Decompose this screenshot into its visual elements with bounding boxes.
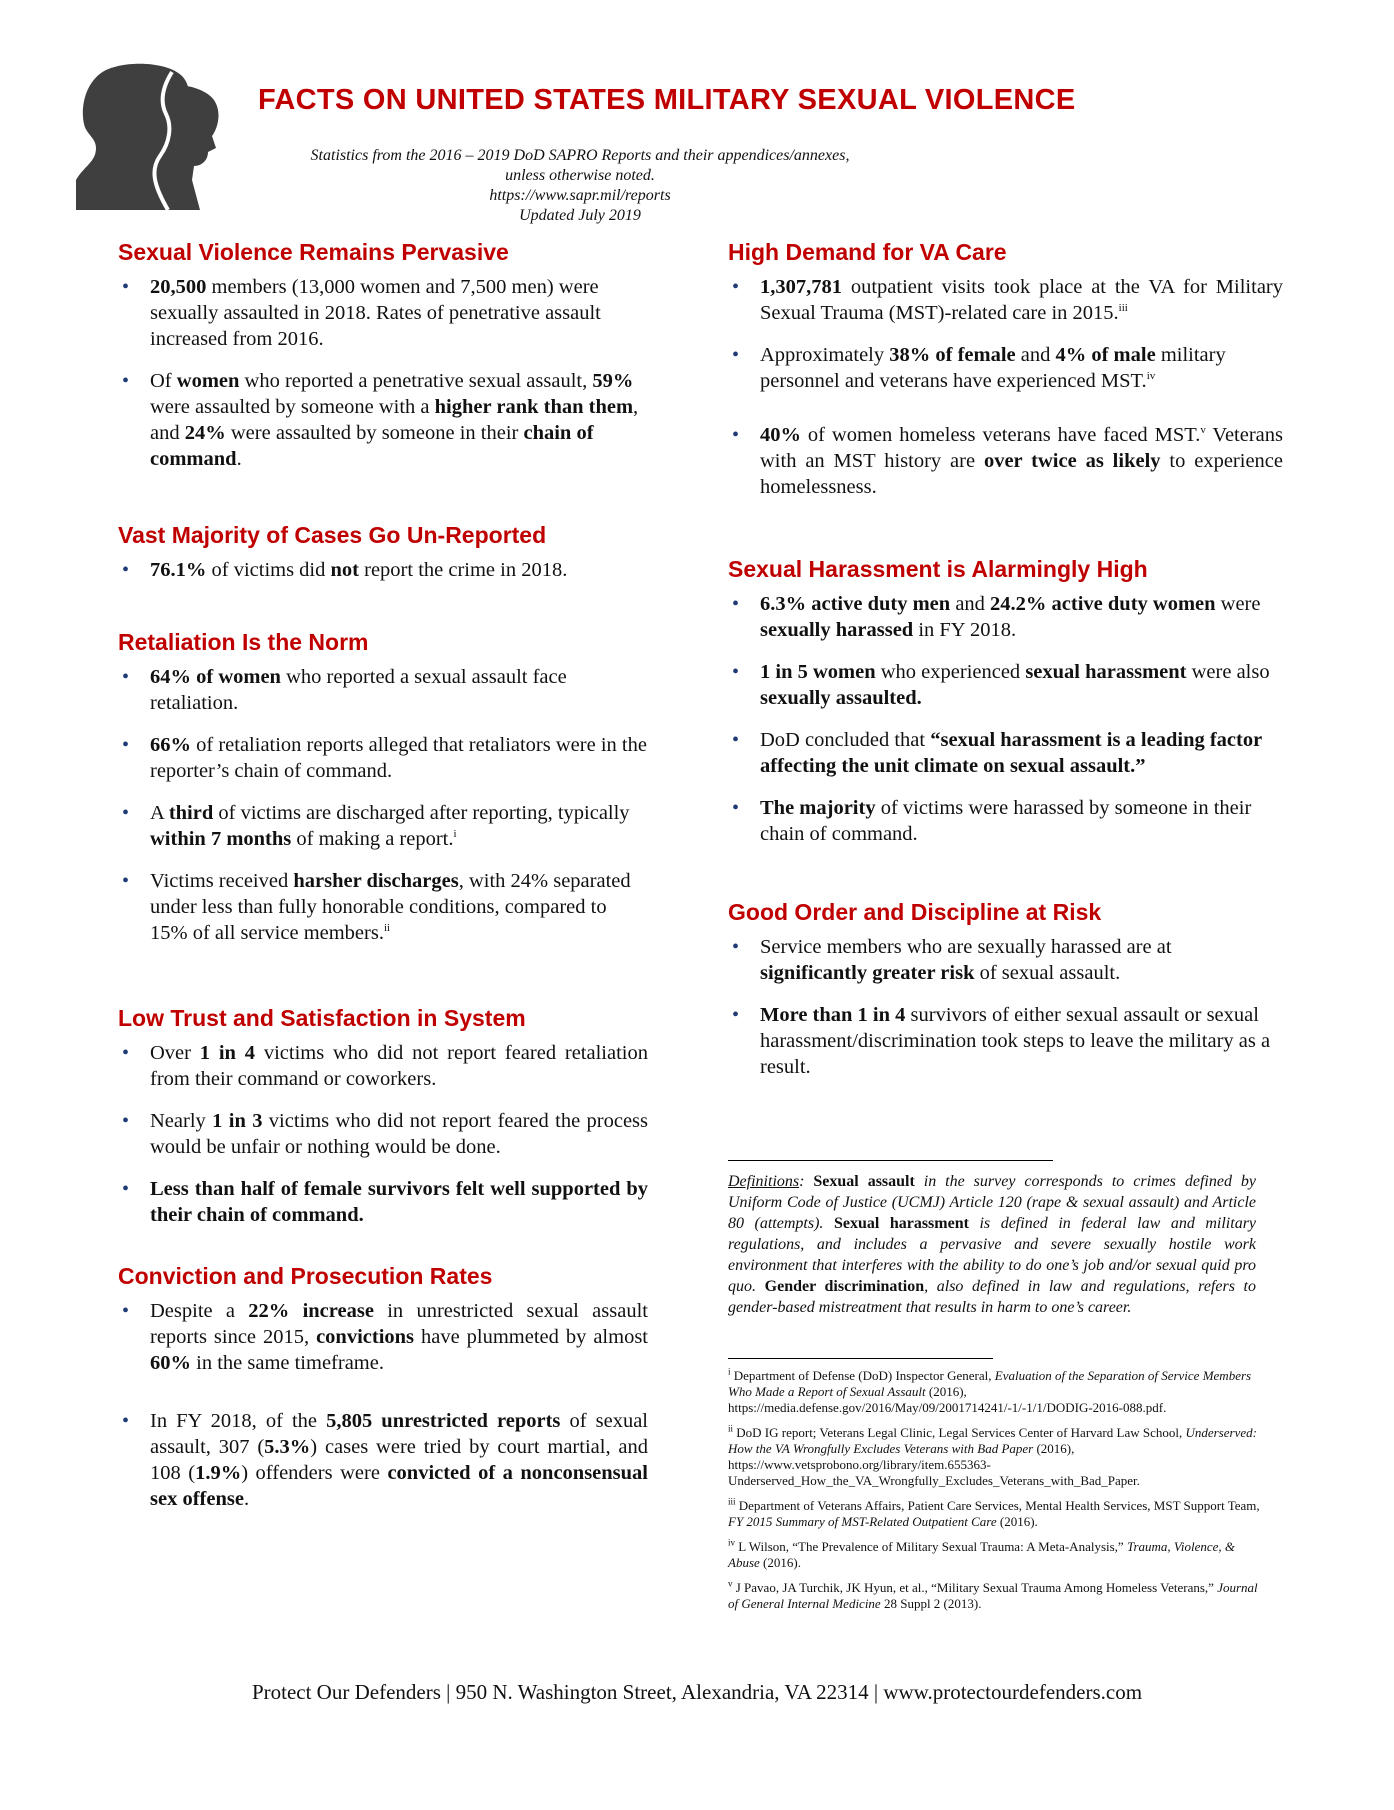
list-item: • 66% of retaliation reports alleged that retaliators were in the reporter’s chain of command. — [118, 732, 648, 784]
definitions-rule — [728, 1160, 1053, 1161]
section-heading: Retaliation Is the Norm — [118, 629, 369, 655]
section-heading: Sexual Harassment is Alarmingly High — [728, 556, 1148, 582]
section-conviction-rates — [118, 1262, 648, 1512]
list-item: • 64% of women who reported a sexual assault face retaliation. — [118, 664, 648, 716]
list-item: • Over 1 in 4 victims who did not report feared retaliation from their command or coworkers. — [118, 1040, 648, 1092]
list-item: • Despite a 22% increase in unrestricted sexual assault reports since 2015, convictions have plummeted by almost 60% in the same timeframe. — [118, 1298, 648, 1376]
list-item: • Victims received harsher discharges, with 24% separated under less than fully honorable conditions, compared to 15% of all service members.$^{ii}$ — [118, 868, 648, 946]
list-item: • In FY 2018, of the 5,805 unrestricted reports of sexual assault, 307 (5.3%) cases were tried by court martial, and 108 (1.9%) offenders were convicted of a nonconsensual sex offense. — [118, 1408, 648, 1512]
footnotes-rule — [728, 1358, 993, 1359]
list-item: • Nearly 1 in 3 victims who did not report feared the process would be unfair or nothing would be done. — [118, 1108, 648, 1160]
section-unreported — [118, 521, 648, 583]
subtitle-url[interactable]: https://www.sapr.mil/reports — [489, 187, 671, 204]
list-item: • 1 in 5 women who experienced sexual harassment were also sexually assaulted. — [728, 659, 1283, 711]
list-item: • 20,500 members (13,000 women and 7,500 men) were sexually assaulted in 2018. Rates of penetrative assault increased from 2016. — [118, 274, 648, 352]
section-low-trust — [118, 1004, 648, 1228]
page-title: FACTS ON UNITED STATES MILITARY SEXUAL VIOLENCE — [258, 84, 1076, 116]
subtitle-block — [300, 146, 860, 226]
list-item: • 40% of women homeless veterans have faced MST.$^v$ Veterans with an MST history are over twice as likely to experience homelessness. — [728, 422, 1283, 500]
subtitle-updated: Updated July 2019 — [519, 207, 641, 224]
list-item: • A third of victims are discharged after reporting, typically within 7 months of making a report.$^i$ — [118, 800, 648, 852]
list-item: • The majority of victims were harassed by someone in their chain of command. — [728, 795, 1283, 847]
page-footer: Protect Our Defenders | 950 N. Washington Street, Alexandria, VA 22314 | www.protectourdefenders.com — [251, 1680, 1143, 1704]
section-heading: Vast Majority of Cases Go Un-Reported — [118, 522, 547, 548]
section-harassment — [728, 555, 1283, 847]
list-item: • Of women who reported a penetrative sexual assault, 59% were assaulted by someone with a higher rank than them, and 24% were assaulted by someone in their chain of command. — [118, 368, 648, 472]
section-good-order — [728, 898, 1283, 1080]
list-item: • DoD concluded that “sexual harassment is a leading factor affecting the unit climate on sexual assault.” — [728, 727, 1283, 779]
section-heading: High Demand for VA Care — [728, 239, 1007, 265]
list-item: • 6.3% active duty men and 24.2% active duty women were sexually harassed in FY 2018. — [728, 591, 1283, 643]
section-heading: Low Trust and Satisfaction in System — [118, 1005, 526, 1031]
footnotes — [728, 1368, 1268, 1621]
section-retaliation — [118, 628, 648, 946]
section-heading: Sexual Violence Remains Pervasive — [118, 239, 509, 265]
subtitle-source: Statistics from the 2016 – 2019 DoD SAPRO Reports and their appendices/annexes, unless otherwise noted. — [310, 147, 850, 184]
footnote: $^v$ J Pavao, JA Turchik, JK Hyun, et al., “Military Sexual Trauma Among Homeless Veterans,” Journal of General Internal Medicine 28 Suppl 2 (2013). — [728, 1578, 1258, 1611]
list-item: • Approximately 38% of female and 4% of male military personnel and veterans have experienced MST.$^{iv}$ — [728, 342, 1283, 394]
section-heading: Good Order and Discipline at Risk — [728, 899, 1102, 925]
list-item: • Service members who are sexually harassed are at significantly greater risk of sexual assault. — [728, 934, 1283, 986]
footnote: $^{iv}$ L Wilson, “The Prevalence of Military Sexual Trauma: A Meta-Analysis,” Trauma, Violence, & Abuse (2016). — [728, 1537, 1236, 1570]
list-item: • 76.1% of victims did not report the crime in 2018. — [118, 557, 648, 583]
footnote: $^i$ Department of Defense (DoD) Inspector General, Evaluation of the Separation of Service Members Who Made a Report of Sexual Assault (2016), https://media.defense.gov/2016/May/09/2001714241/-1/-1/1/DODIG-2016-088.pdf. — [728, 1366, 1252, 1415]
footnote: $^{ii}$ DoD IG report; Veterans Legal Clinic, Legal Services Center of Harvard Law School, Underserved: How the VA Wrongfully Excludes Veterans with Bad Paper (2016), https://www.vetsprobono.org/library/item.655363-Underserved_How_the_VA_Wrongfully_Excludes_Veterans_with_Bad_Paper. — [728, 1423, 1257, 1488]
list-item: • 1,307,781 outpatient visits took place at the VA for Military Sexual Trauma (MST)-related care in 2015.$^{iii}$ — [728, 274, 1283, 326]
footnote: $^{iii}$ Department of Veterans Affairs, Patient Care Services, Mental Health Services, MST Support Team, FY 2015 Summary of MST-Related Outpatient Care (2016). — [728, 1496, 1260, 1529]
soldier-silhouettes-logo — [76, 62, 226, 210]
section-sexual-violence — [118, 238, 648, 472]
section-heading: Conviction and Prosecution Rates — [118, 1263, 493, 1289]
section-va-care — [728, 238, 1283, 500]
list-item: • More than 1 in 4 survivors of either sexual assault or sexual harassment/discrimination took steps to leave the military as a result. — [728, 1002, 1283, 1080]
definitions-block: Definitions: Sexual assault in the survey corresponds to crimes defined by Uniform Code of Justice (UCMJ) Article 120 (rape & sexual assault) and Article 80 (attempts). Sexual harassment is defined in federal law and military regulations, and includes a pervasive and severe sexually hostile work environment that interferes with the ability to do one’s job and/or sexual quid pro quo. Gender discrimination, also defined in law and regulations, refers to gender-based mistreatment that results in harm to one’s career. — [728, 1173, 1257, 1316]
list-item: • Less than half of female survivors felt well supported by their chain of command. — [118, 1176, 648, 1228]
